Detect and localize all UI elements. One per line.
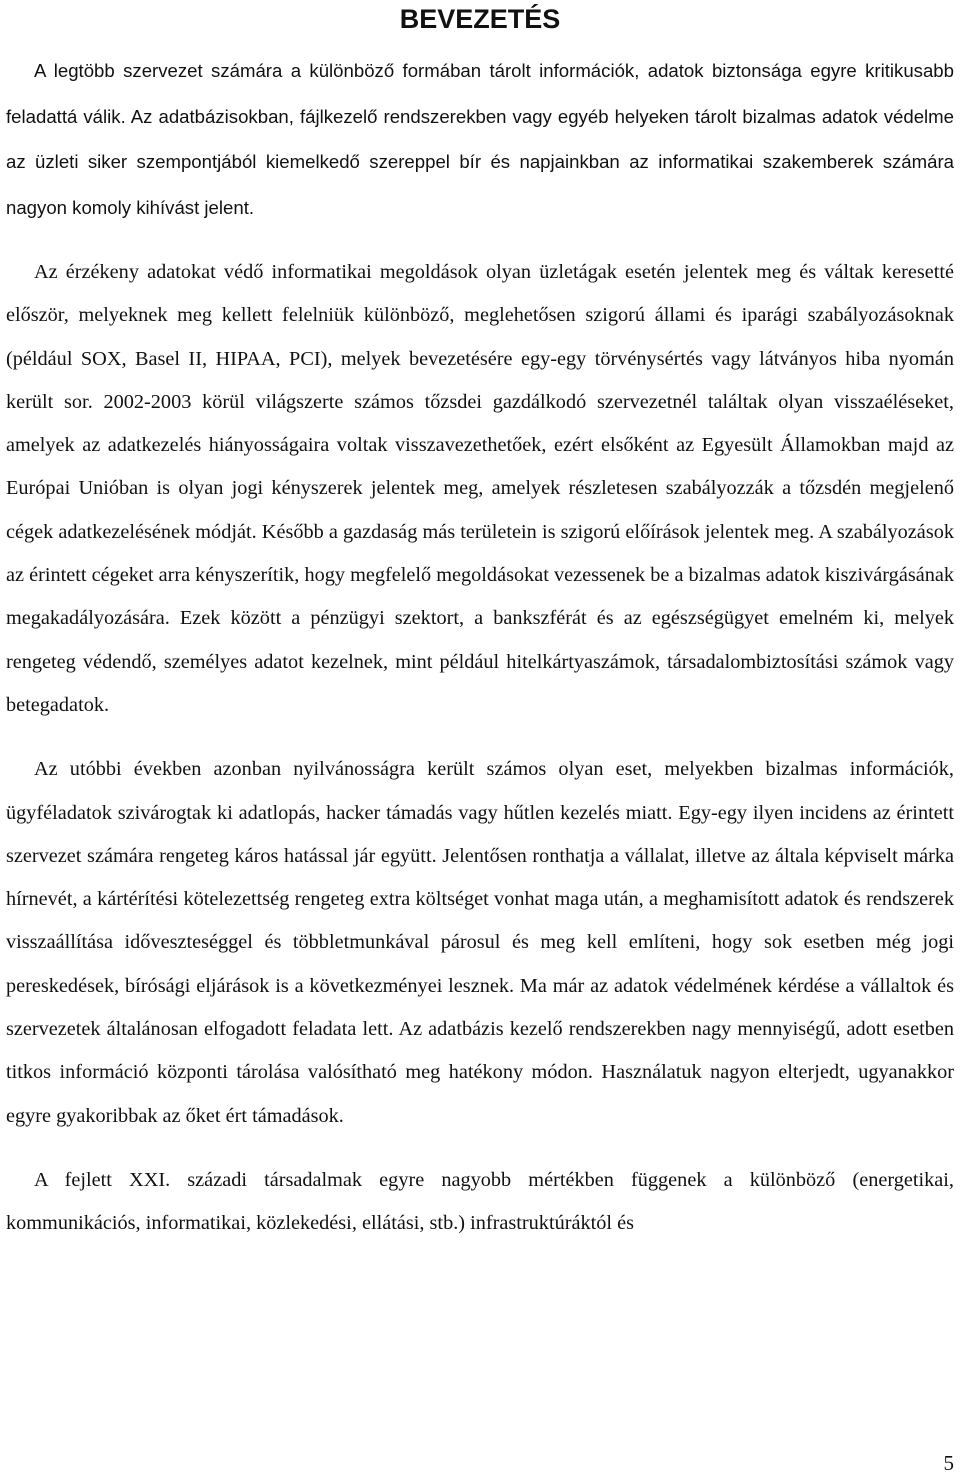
paragraph-incidents: Az utóbbi években azonban nyilvánosságra került számos olyan eset, melyekben bizalmas információk, ügyféladatok szivárogtak ki adatlopás, hacker támadás vagy hűtlen kezelés miatt. Egy-egy ilyen incidens az érintett szervezet számára rengeteg káros hatással jár együtt. Jelentősen ronthatja a vállalat, illetve az általa képviselt márka hírnevét, a kártérítési kötelezettség rengeteg extra költséget vonhat maga után, a meghamisított adatok és rendszerek visszaállítása időveszteséggel és többletmunkával párosul és meg kell említeni, hogy sok esetben még jogi pereskedések, bírósági eljárások is a következményei lesznek. Ma már az adatok védelmének kérdése a vállaltok és szervezetek általánosan elfogadott feladata lett. Az adatbázis kezelő rendszerekben nagy mennyiségű, adott esetben titkos információ központi tárolása valósítható meg hatékony módon. Használatuk nagyon elterjedt, ugyanakkor egyre gyakoribbak az őket ért támadások. (6, 758, 954, 1127)
page-number: 5 (943, 1451, 954, 1475)
document-page (6, 0, 954, 1246)
section-heading: BEVEZETÉS (399, 4, 561, 34)
paragraph-infrastructure: A fejlett XXI. századi társadalmak egyre nagyobb mértékben függenek a különböző (energetikai, kommunikációs, informatikai, közlekedési, ellátási, stb.) infrastruktúráktól és (6, 1168, 954, 1235)
paragraph-regulations: Az érzékeny adatokat védő informatikai megoldások olyan üzletágak esetén jelentek meg és váltak keresetté először, melyeknek meg kellett felelniük különböző, meglehetősen szigorú állami és iparági szabályozásoknak (például SOX, Basel II, HIPAA, PCI), melyek bevezetésére egy-egy törvénysértés vagy látványos hiba nyomán került sor. 2002-2003 körül világszerte számos tőzsdei gazdálkodó szervezetnél találtak olyan visszaéléseket, amelyek az adatkezelés hiányosságaira voltak visszavezethetőek, ezért elsőként az Egyesült Államokban majd az Európai Unióban is olyan jogi kényszerek jelentek meg, amelyek részletesen szabályozzák a tőzsdén megjelenő cégek adatkezelésének módját. Később a gazdaság más területein is szigorú előírások jelentek meg. A szabályozások az érintett cégeket arra kényszerítik, hogy megfelelő megoldásokat vezessenek be a bizalmas adatok kiszivárgásának megakadályozására. Ezek között a pénzügyi szektort, a bankszférát és az egészségügyet emelném ki, melyek rengeteg védendő, személyes adatot kezelnek, mint például hitelkártyaszámok, társadalombiztosítási számok vagy betegadatok. (6, 261, 954, 716)
paragraph-intro: A legtöbb szervezet számára a különböző formában tárolt információk, adatok biztonsága egyre kritikusabb feladattá válik. Az adatbázisokban, fájlkezelő rendszerekben vagy egyéb helyeken tárolt bizalmas adatok védelme az üzleti siker szempontjából kiemelkedő szereppel bír és napjainkban az informatikai szakemberek számára nagyon komoly kihívást jelent. (6, 60, 954, 218)
